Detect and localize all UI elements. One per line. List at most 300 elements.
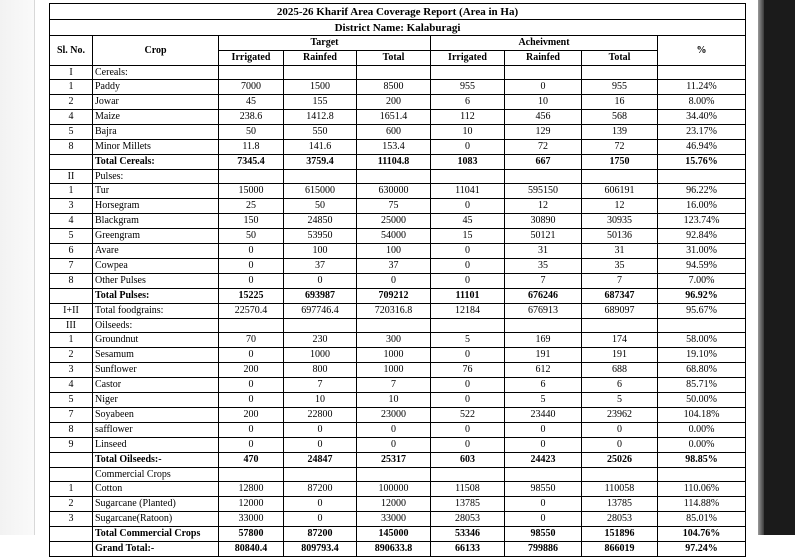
- cell-percent: [658, 170, 746, 184]
- cell-target-total: 25317: [357, 453, 431, 468]
- cell-crop: Sugarcane(Ratoon): [93, 512, 219, 527]
- cell-target-irrigated: 80840.4: [219, 542, 284, 557]
- cell-ach-irrigated: 0: [431, 438, 505, 453]
- cell-percent: 34.40%: [658, 110, 746, 125]
- cell-target-total: 25000: [357, 214, 431, 229]
- cell-crop: Sesamum: [93, 348, 219, 363]
- table-row: [50, 125, 746, 140]
- table-row: [50, 482, 746, 497]
- cell-target-irrigated: 470: [219, 453, 284, 468]
- cell-crop: Commercial Crops: [93, 468, 219, 482]
- cell-target-irrigated: [219, 319, 284, 333]
- table-row: [50, 184, 746, 199]
- cell-target-total: 890633.8: [357, 542, 431, 557]
- cell-target-total: 145000: [357, 527, 431, 542]
- cell-sl-no: [50, 468, 93, 482]
- header-target-total: Total: [357, 51, 431, 66]
- cell-sl-no: 1: [50, 184, 93, 199]
- cell-ach-irrigated: 0: [431, 259, 505, 274]
- cell-target-total: 100: [357, 244, 431, 259]
- cell-target-total: 23000: [357, 408, 431, 423]
- cell-crop: Total Cereals:: [93, 155, 219, 170]
- cell-sl-no: 9: [50, 438, 93, 453]
- cell-crop: Linseed: [93, 438, 219, 453]
- cell-percent: 15.76%: [658, 155, 746, 170]
- cell-sl-no: 5: [50, 393, 93, 408]
- cell-target-total: 0: [357, 423, 431, 438]
- cell-crop: Paddy: [93, 80, 219, 95]
- cell-ach-total: 35: [582, 259, 658, 274]
- cell-target-irrigated: 0: [219, 274, 284, 289]
- table-row: [50, 393, 746, 408]
- cell-percent: 110.06%: [658, 482, 746, 497]
- cell-ach-irrigated: 0: [431, 199, 505, 214]
- cell-target-rainfed: 37: [284, 259, 357, 274]
- cell-sl-no: [50, 527, 93, 542]
- cell-target-rainfed: 7: [284, 378, 357, 393]
- cell-target-rainfed: 1412.8: [284, 110, 357, 125]
- cell-ach-irrigated: 6: [431, 95, 505, 110]
- cell-ach-rainfed: [505, 319, 582, 333]
- table-row: [50, 378, 746, 393]
- cell-ach-rainfed: 676913: [505, 304, 582, 319]
- cell-crop: Castor: [93, 378, 219, 393]
- cell-target-total: 12000: [357, 497, 431, 512]
- cell-target-rainfed: 800: [284, 363, 357, 378]
- cell-target-total: 1651.4: [357, 110, 431, 125]
- cell-sl-no: III: [50, 319, 93, 333]
- cell-target-total: 8500: [357, 80, 431, 95]
- cell-sl-no: I: [50, 66, 93, 80]
- cell-ach-total: 151896: [582, 527, 658, 542]
- cell-sl-no: 4: [50, 214, 93, 229]
- cell-ach-rainfed: 72: [505, 140, 582, 155]
- cell-target-rainfed: 809793.4: [284, 542, 357, 557]
- cell-target-total: [357, 319, 431, 333]
- cell-target-total: 37: [357, 259, 431, 274]
- cell-target-total: 200: [357, 95, 431, 110]
- cell-target-rainfed: 615000: [284, 184, 357, 199]
- cell-crop: Cowpea: [93, 259, 219, 274]
- cell-sl-no: 8: [50, 274, 93, 289]
- cell-ach-irrigated: 13785: [431, 497, 505, 512]
- section-row: [50, 66, 746, 80]
- cell-target-irrigated: 15225: [219, 289, 284, 304]
- cell-ach-irrigated: 45: [431, 214, 505, 229]
- cell-target-irrigated: [219, 66, 284, 80]
- cell-target-irrigated: 57800: [219, 527, 284, 542]
- cell-ach-rainfed: 799886: [505, 542, 582, 557]
- cell-target-irrigated: 25: [219, 199, 284, 214]
- cell-ach-irrigated: 0: [431, 274, 505, 289]
- cell-ach-total: 0: [582, 423, 658, 438]
- cell-target-rainfed: 3759.4: [284, 155, 357, 170]
- cell-crop: Niger: [93, 393, 219, 408]
- table-row: [50, 497, 746, 512]
- cell-target-rainfed: 0: [284, 438, 357, 453]
- total-row: [50, 155, 746, 170]
- cell-target-irrigated: 200: [219, 408, 284, 423]
- cell-target-irrigated: 45: [219, 95, 284, 110]
- cell-ach-total: 28053: [582, 512, 658, 527]
- cell-target-rainfed: 53950: [284, 229, 357, 244]
- cell-ach-total: 16: [582, 95, 658, 110]
- cell-ach-irrigated: 112: [431, 110, 505, 125]
- cell-ach-total: 72: [582, 140, 658, 155]
- cell-ach-irrigated: 28053: [431, 512, 505, 527]
- cell-percent: 19.10%: [658, 348, 746, 363]
- cell-ach-total: 31: [582, 244, 658, 259]
- header-ach-irrigated: Irrigated: [431, 51, 505, 66]
- cell-ach-rainfed: 191: [505, 348, 582, 363]
- cell-percent: 68.80%: [658, 363, 746, 378]
- cell-percent: 96.22%: [658, 184, 746, 199]
- cell-percent: 123.74%: [658, 214, 746, 229]
- cell-percent: [658, 468, 746, 482]
- cell-percent: 8.00%: [658, 95, 746, 110]
- cell-sl-no: 2: [50, 95, 93, 110]
- cell-ach-total: 7: [582, 274, 658, 289]
- cell-crop: Total Pulses:: [93, 289, 219, 304]
- cell-percent: 46.94%: [658, 140, 746, 155]
- cell-ach-rainfed: 0: [505, 512, 582, 527]
- cell-crop: Total Commercial Crops: [93, 527, 219, 542]
- cell-target-irrigated: 7345.4: [219, 155, 284, 170]
- table-row: [50, 214, 746, 229]
- table-row: [50, 244, 746, 259]
- header-target-irrigated: Irrigated: [219, 51, 284, 66]
- cell-target-rainfed: 87200: [284, 527, 357, 542]
- cell-sl-no: 3: [50, 199, 93, 214]
- table-row: [50, 80, 746, 95]
- cell-ach-total: 687347: [582, 289, 658, 304]
- cell-ach-rainfed: 676246: [505, 289, 582, 304]
- cell-ach-rainfed: 595150: [505, 184, 582, 199]
- cell-ach-irrigated: 955: [431, 80, 505, 95]
- cell-target-rainfed: 155: [284, 95, 357, 110]
- cell-target-rainfed: [284, 66, 357, 80]
- cell-target-rainfed: [284, 319, 357, 333]
- cell-percent: 97.24%: [658, 542, 746, 557]
- header-sl-no: Sl. No.: [50, 36, 93, 66]
- cell-crop: Cotton: [93, 482, 219, 497]
- cell-ach-rainfed: 10: [505, 95, 582, 110]
- cell-crop: Horsegram: [93, 199, 219, 214]
- table-row: [50, 348, 746, 363]
- cell-ach-irrigated: 0: [431, 244, 505, 259]
- cell-target-irrigated: 15000: [219, 184, 284, 199]
- cell-ach-total: 689097: [582, 304, 658, 319]
- cell-target-total: 1000: [357, 348, 431, 363]
- cell-target-rainfed: 1000: [284, 348, 357, 363]
- cell-ach-irrigated: 0: [431, 140, 505, 155]
- cell-sl-no: 4: [50, 378, 93, 393]
- cell-sl-no: [50, 289, 93, 304]
- cell-percent: 50.00%: [658, 393, 746, 408]
- cell-target-total: 10: [357, 393, 431, 408]
- cell-target-rainfed: 100: [284, 244, 357, 259]
- cell-ach-irrigated: 0: [431, 348, 505, 363]
- cell-target-irrigated: [219, 468, 284, 482]
- cell-crop: safflower: [93, 423, 219, 438]
- total-row: [50, 542, 746, 557]
- cell-ach-total: 139: [582, 125, 658, 140]
- cell-target-total: 600: [357, 125, 431, 140]
- cell-crop: Oilseeds:: [93, 319, 219, 333]
- table-row: [50, 274, 746, 289]
- cell-sl-no: [50, 453, 93, 468]
- cell-ach-irrigated: 10: [431, 125, 505, 140]
- header-achievement: Acheivment: [431, 36, 658, 51]
- cell-percent: 58.00%: [658, 333, 746, 348]
- cell-sl-no: 6: [50, 244, 93, 259]
- cell-target-irrigated: 12800: [219, 482, 284, 497]
- cell-target-total: 75: [357, 199, 431, 214]
- cell-target-rainfed: 50: [284, 199, 357, 214]
- cell-target-rainfed: 693987: [284, 289, 357, 304]
- cell-ach-irrigated: [431, 468, 505, 482]
- cell-target-rainfed: 87200: [284, 482, 357, 497]
- cell-target-total: 153.4: [357, 140, 431, 155]
- cell-target-irrigated: 50: [219, 125, 284, 140]
- cell-target-rainfed: 0: [284, 512, 357, 527]
- header-target-rainfed: Rainfed: [284, 51, 357, 66]
- cell-target-rainfed: [284, 468, 357, 482]
- cell-ach-total: 23962: [582, 408, 658, 423]
- header-ach-total: Total: [582, 51, 658, 66]
- cell-ach-rainfed: 98550: [505, 482, 582, 497]
- table-row: [50, 512, 746, 527]
- cell-ach-rainfed: [505, 468, 582, 482]
- cell-sl-no: [50, 542, 93, 557]
- cell-target-rainfed: 0: [284, 497, 357, 512]
- cell-target-total: 630000: [357, 184, 431, 199]
- cell-target-total: [357, 170, 431, 184]
- cell-target-total: 300: [357, 333, 431, 348]
- cell-percent: 104.18%: [658, 408, 746, 423]
- cell-ach-irrigated: 0: [431, 378, 505, 393]
- cell-crop: Blackgram: [93, 214, 219, 229]
- cell-sl-no: 7: [50, 408, 93, 423]
- cell-ach-irrigated: 76: [431, 363, 505, 378]
- cell-ach-irrigated: 5: [431, 333, 505, 348]
- cell-target-rainfed: 22800: [284, 408, 357, 423]
- cell-ach-total: 191: [582, 348, 658, 363]
- cell-ach-total: 110058: [582, 482, 658, 497]
- cell-target-total: 100000: [357, 482, 431, 497]
- cell-target-irrigated: 11.8: [219, 140, 284, 155]
- cell-ach-total: 6: [582, 378, 658, 393]
- cell-crop: Greengram: [93, 229, 219, 244]
- section-row: [50, 170, 746, 184]
- cell-percent: 23.17%: [658, 125, 746, 140]
- cell-ach-rainfed: 30890: [505, 214, 582, 229]
- cell-target-total: 720316.8: [357, 304, 431, 319]
- cell-ach-rainfed: 35: [505, 259, 582, 274]
- window-left-frame: [0, 0, 35, 535]
- cell-crop: Minor Millets: [93, 140, 219, 155]
- cell-ach-irrigated: [431, 319, 505, 333]
- cell-sl-no: [50, 155, 93, 170]
- cell-target-irrigated: 0: [219, 393, 284, 408]
- cell-ach-rainfed: 667: [505, 155, 582, 170]
- cell-percent: 104.76%: [658, 527, 746, 542]
- cell-ach-total: [582, 319, 658, 333]
- table-row: [50, 229, 746, 244]
- cell-crop: Grand Total:-: [93, 542, 219, 557]
- cell-ach-rainfed: [505, 66, 582, 80]
- cell-sl-no: 8: [50, 140, 93, 155]
- cell-ach-total: 50136: [582, 229, 658, 244]
- cell-percent: 7.00%: [658, 274, 746, 289]
- cell-target-irrigated: 22570.4: [219, 304, 284, 319]
- cell-target-irrigated: 238.6: [219, 110, 284, 125]
- table-row: [50, 259, 746, 274]
- cell-crop: Other Pulses: [93, 274, 219, 289]
- cell-percent: 95.67%: [658, 304, 746, 319]
- cell-target-total: 33000: [357, 512, 431, 527]
- cell-ach-irrigated: 66133: [431, 542, 505, 557]
- cell-crop: Pulses:: [93, 170, 219, 184]
- cell-sl-no: 3: [50, 363, 93, 378]
- cell-ach-rainfed: 0: [505, 80, 582, 95]
- cell-ach-irrigated: 0: [431, 393, 505, 408]
- cell-target-irrigated: [219, 170, 284, 184]
- cell-target-rainfed: [284, 170, 357, 184]
- cell-ach-total: 606191: [582, 184, 658, 199]
- cell-percent: 92.84%: [658, 229, 746, 244]
- cell-sl-no: I+II: [50, 304, 93, 319]
- cell-target-total: 7: [357, 378, 431, 393]
- cell-target-total: 54000: [357, 229, 431, 244]
- cell-target-rainfed: 0: [284, 274, 357, 289]
- cell-sl-no: 1: [50, 333, 93, 348]
- cell-ach-rainfed: 50121: [505, 229, 582, 244]
- cell-ach-total: 12: [582, 199, 658, 214]
- cell-crop: Groundnut: [93, 333, 219, 348]
- cell-ach-rainfed: 23440: [505, 408, 582, 423]
- cell-target-irrigated: 12000: [219, 497, 284, 512]
- cell-crop: Soyabeen: [93, 408, 219, 423]
- header-target: Target: [219, 36, 431, 51]
- cell-percent: 31.00%: [658, 244, 746, 259]
- cell-ach-irrigated: 12184: [431, 304, 505, 319]
- cell-percent: 11.24%: [658, 80, 746, 95]
- cell-target-rainfed: 697746.4: [284, 304, 357, 319]
- table-row: [50, 199, 746, 214]
- cell-ach-total: [582, 468, 658, 482]
- table-row: [50, 110, 746, 125]
- cell-ach-irrigated: 53346: [431, 527, 505, 542]
- cell-target-rainfed: 0: [284, 423, 357, 438]
- cell-percent: [658, 66, 746, 80]
- cell-ach-rainfed: [505, 170, 582, 184]
- cell-sl-no: 5: [50, 125, 93, 140]
- cell-crop: Cereals:: [93, 66, 219, 80]
- cell-sl-no: II: [50, 170, 93, 184]
- cell-percent: [658, 319, 746, 333]
- cell-percent: 114.88%: [658, 497, 746, 512]
- cell-crop: Bajra: [93, 125, 219, 140]
- cell-ach-rainfed: 24423: [505, 453, 582, 468]
- cell-ach-rainfed: 5: [505, 393, 582, 408]
- report-title: 2025-26 Kharif Area Coverage Report (Area in Ha): [50, 4, 746, 20]
- cell-sl-no: 8: [50, 423, 93, 438]
- cell-sl-no: 2: [50, 497, 93, 512]
- cell-sl-no: 3: [50, 512, 93, 527]
- cell-target-irrigated: 0: [219, 378, 284, 393]
- cell-crop: Total foodgrains:: [93, 304, 219, 319]
- cell-ach-total: 955: [582, 80, 658, 95]
- cell-ach-rainfed: 456: [505, 110, 582, 125]
- kharif-coverage-table: [49, 3, 746, 557]
- cell-percent: 85.71%: [658, 378, 746, 393]
- cell-sl-no: 2: [50, 348, 93, 363]
- cell-target-total: 1000: [357, 363, 431, 378]
- cell-ach-total: 25026: [582, 453, 658, 468]
- cell-ach-rainfed: 31: [505, 244, 582, 259]
- cell-ach-total: 688: [582, 363, 658, 378]
- cell-ach-total: 1750: [582, 155, 658, 170]
- cell-sl-no: 4: [50, 110, 93, 125]
- cell-target-rainfed: 24847: [284, 453, 357, 468]
- cell-crop: Sunflower: [93, 363, 219, 378]
- cell-target-rainfed: 24850: [284, 214, 357, 229]
- cell-crop: Total Oilseeds:-: [93, 453, 219, 468]
- cell-ach-rainfed: 0: [505, 423, 582, 438]
- cell-target-irrigated: 0: [219, 348, 284, 363]
- cell-target-total: 709212: [357, 289, 431, 304]
- cell-percent: 96.92%: [658, 289, 746, 304]
- cell-sl-no: 1: [50, 80, 93, 95]
- section-row: [50, 319, 746, 333]
- cell-ach-irrigated: [431, 66, 505, 80]
- cell-crop: Maize: [93, 110, 219, 125]
- cell-ach-rainfed: 0: [505, 497, 582, 512]
- cell-percent: 85.01%: [658, 512, 746, 527]
- cell-percent: 0.00%: [658, 423, 746, 438]
- cell-ach-rainfed: 129: [505, 125, 582, 140]
- total-row: [50, 527, 746, 542]
- cell-ach-rainfed: 12: [505, 199, 582, 214]
- cell-target-rainfed: 10: [284, 393, 357, 408]
- cell-ach-irrigated: 11041: [431, 184, 505, 199]
- window-right-frame: [758, 0, 795, 535]
- cell-target-irrigated: 33000: [219, 512, 284, 527]
- table-row: [50, 423, 746, 438]
- cell-target-irrigated: 150: [219, 214, 284, 229]
- table-row: [50, 438, 746, 453]
- cell-crop: Tur: [93, 184, 219, 199]
- cell-target-irrigated: 50: [219, 229, 284, 244]
- table-row: [50, 304, 746, 319]
- cell-ach-irrigated: 0: [431, 423, 505, 438]
- table-row: [50, 95, 746, 110]
- cell-target-irrigated: 0: [219, 259, 284, 274]
- cell-target-rainfed: 230: [284, 333, 357, 348]
- cell-target-total: [357, 468, 431, 482]
- cell-target-total: 11104.8: [357, 155, 431, 170]
- total-row: [50, 453, 746, 468]
- cell-ach-total: 5: [582, 393, 658, 408]
- cell-percent: 98.85%: [658, 453, 746, 468]
- cell-ach-irrigated: 11101: [431, 289, 505, 304]
- cell-target-total: 0: [357, 438, 431, 453]
- cell-target-rainfed: 1500: [284, 80, 357, 95]
- cell-target-irrigated: 7000: [219, 80, 284, 95]
- cell-ach-rainfed: 6: [505, 378, 582, 393]
- cell-ach-total: 30935: [582, 214, 658, 229]
